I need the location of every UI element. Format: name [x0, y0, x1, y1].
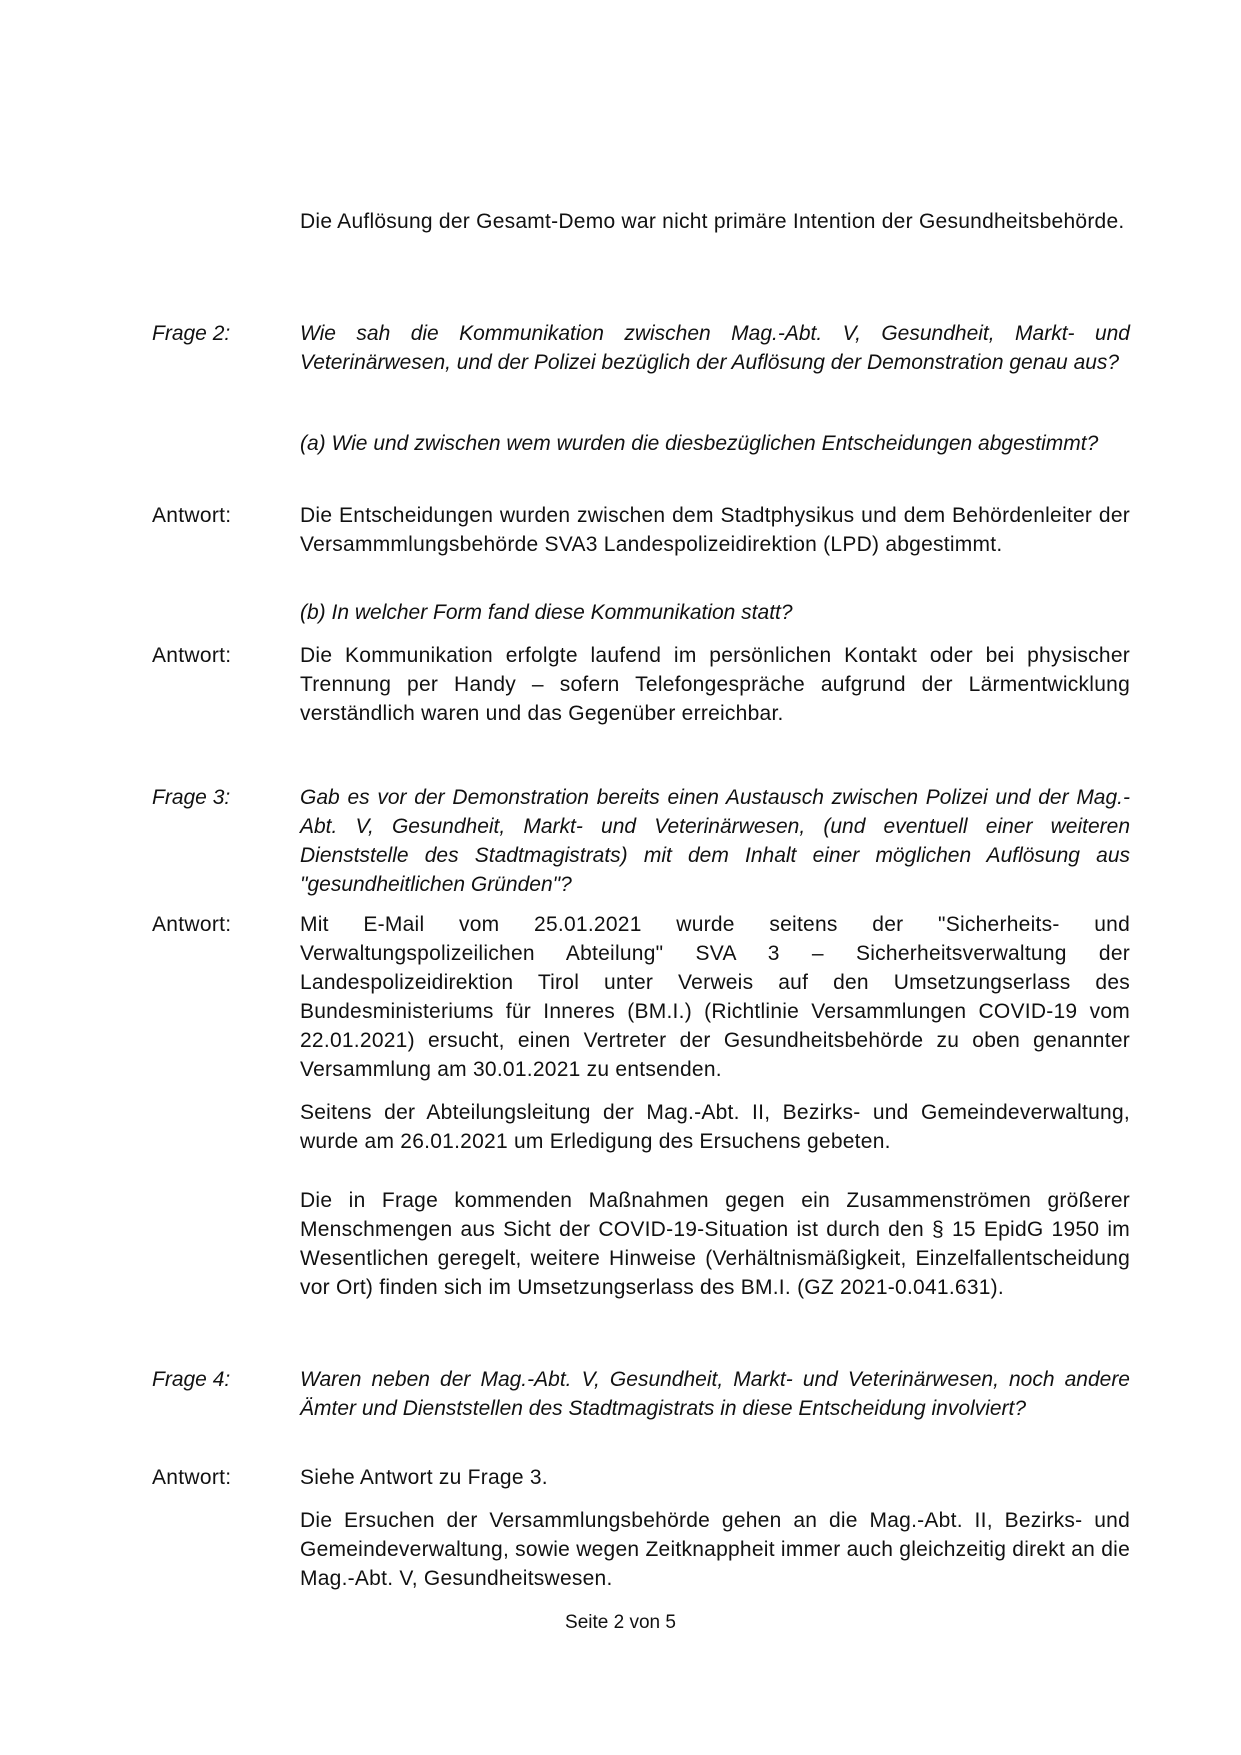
question-2b-text: (b) In welcher Form fand diese Kommunikation statt? — [300, 601, 793, 624]
question-3-text: Gab es vor der Demonstration bereits einen Austausch zwischen Polizei und der Mag.-Abt. V, Gesundheit, Markt- und Veterinärwesen, (und eventuell einer weiteren Dienststelle des Stadtmagistrats) mit dem Inhalt einer möglichen Auflösung aus "gesundheitlichen Gründen"? — [300, 786, 1130, 896]
answer-3-paragraph-3: Die in Frage kommenden Maßnahmen gegen ein Zusammenströmen größerer Menschmengen aus Sicht der COVID-19-Situation ist durch den § 15 EpidG 1950 im Wesentlichen geregelt, weitere Hinweise (Verhältnismäßigkeit, Einzelfallentscheidung vor Ort) finden sich im Umsetzungserlass des BM.I. (GZ 2021-0.041.631). — [300, 1189, 1130, 1299]
page-number-footer: Seite 2 von 5 — [565, 1612, 676, 1633]
answer-3-paragraph-1: Mit E-Mail vom 25.01.2021 wurde seitens der "Sicherheits- und Verwaltungspolizeilichen Abteilung" SVA 3 – Sicherheitsverwaltung der Landespolizeidirektion Tirol unter Verweis auf den Umsetzungserlass des Bundesministeriums für Inneres (BM.I.) (Richtlinie Versammlungen COVID-19 vom 22.01.2021) ersucht, einen Vertreter der Gesundheitsbehörde zu oben genannter Versammlung am 30.01.2021 zu entsenden. — [300, 913, 1130, 1081]
answer-2b-text: Die Kommunikation erfolgte laufend im persönlichen Kontakt oder bei physischer Trennung per Handy – sofern Telefongespräche aufgrund der Lärmentwicklung verständlich waren und das Gegenüber erreichbar. — [300, 644, 1130, 725]
question-2a-text: (a) Wie und zwischen wem wurden die diesbezüglichen Entscheidungen abgestimmt? — [300, 432, 1099, 455]
answer-2a-text: Die Entscheidungen wurden zwischen dem Stadtphysikus und dem Behördenleiter der Versammmlungsbehörde SVA3 Landespolizeidirektion (LPD) abgestimmt. — [300, 504, 1130, 556]
question-2-text: Wie sah die Kommunikation zwischen Mag.-Abt. V, Gesundheit, Markt- und Veterinärwesen, und der Polizei bezüglich der Auflösung der Demonstration genau aus? — [300, 322, 1130, 374]
answer-2a-label: Antwort: — [152, 504, 232, 527]
question-2-label: Frage 2: — [152, 322, 231, 345]
answer-4-label: Antwort: — [152, 1466, 232, 1489]
question-4-label: Frage 4: — [152, 1368, 231, 1391]
answer-3-paragraph-2: Seitens der Abteilungsleitung der Mag.-Abt. II, Bezirks- und Gemeindeverwaltung, wurde am 26.01.2021 um Erledigung des Ersuchens gebeten. — [300, 1101, 1130, 1153]
answer-4-paragraph-2: Die Ersuchen der Versammlungsbehörde gehen an die Mag.-Abt. II, Bezirks- und Gemeindeverwaltung, sowie wegen Zeitknappheit immer auch gleichzeitig direkt an die Mag.-Abt. V, Gesundheitswesen. — [300, 1509, 1130, 1590]
answer-2b-label: Antwort: — [152, 644, 232, 667]
question-4-text: Waren neben der Mag.-Abt. V, Gesundheit, Markt- und Veterinärwesen, noch andere Ämter und Dienststellen des Stadtmagistrats in diese Entscheidung involviert? — [300, 1368, 1130, 1420]
intro-paragraph: Die Auflösung der Gesamt-Demo war nicht primäre Intention der Gesundheitsbehörde. — [300, 210, 1125, 233]
answer-3-label: Antwort: — [152, 913, 232, 936]
answer-4-paragraph-1: Siehe Antwort zu Frage 3. — [300, 1466, 548, 1489]
question-3-label: Frage 3: — [152, 786, 231, 809]
